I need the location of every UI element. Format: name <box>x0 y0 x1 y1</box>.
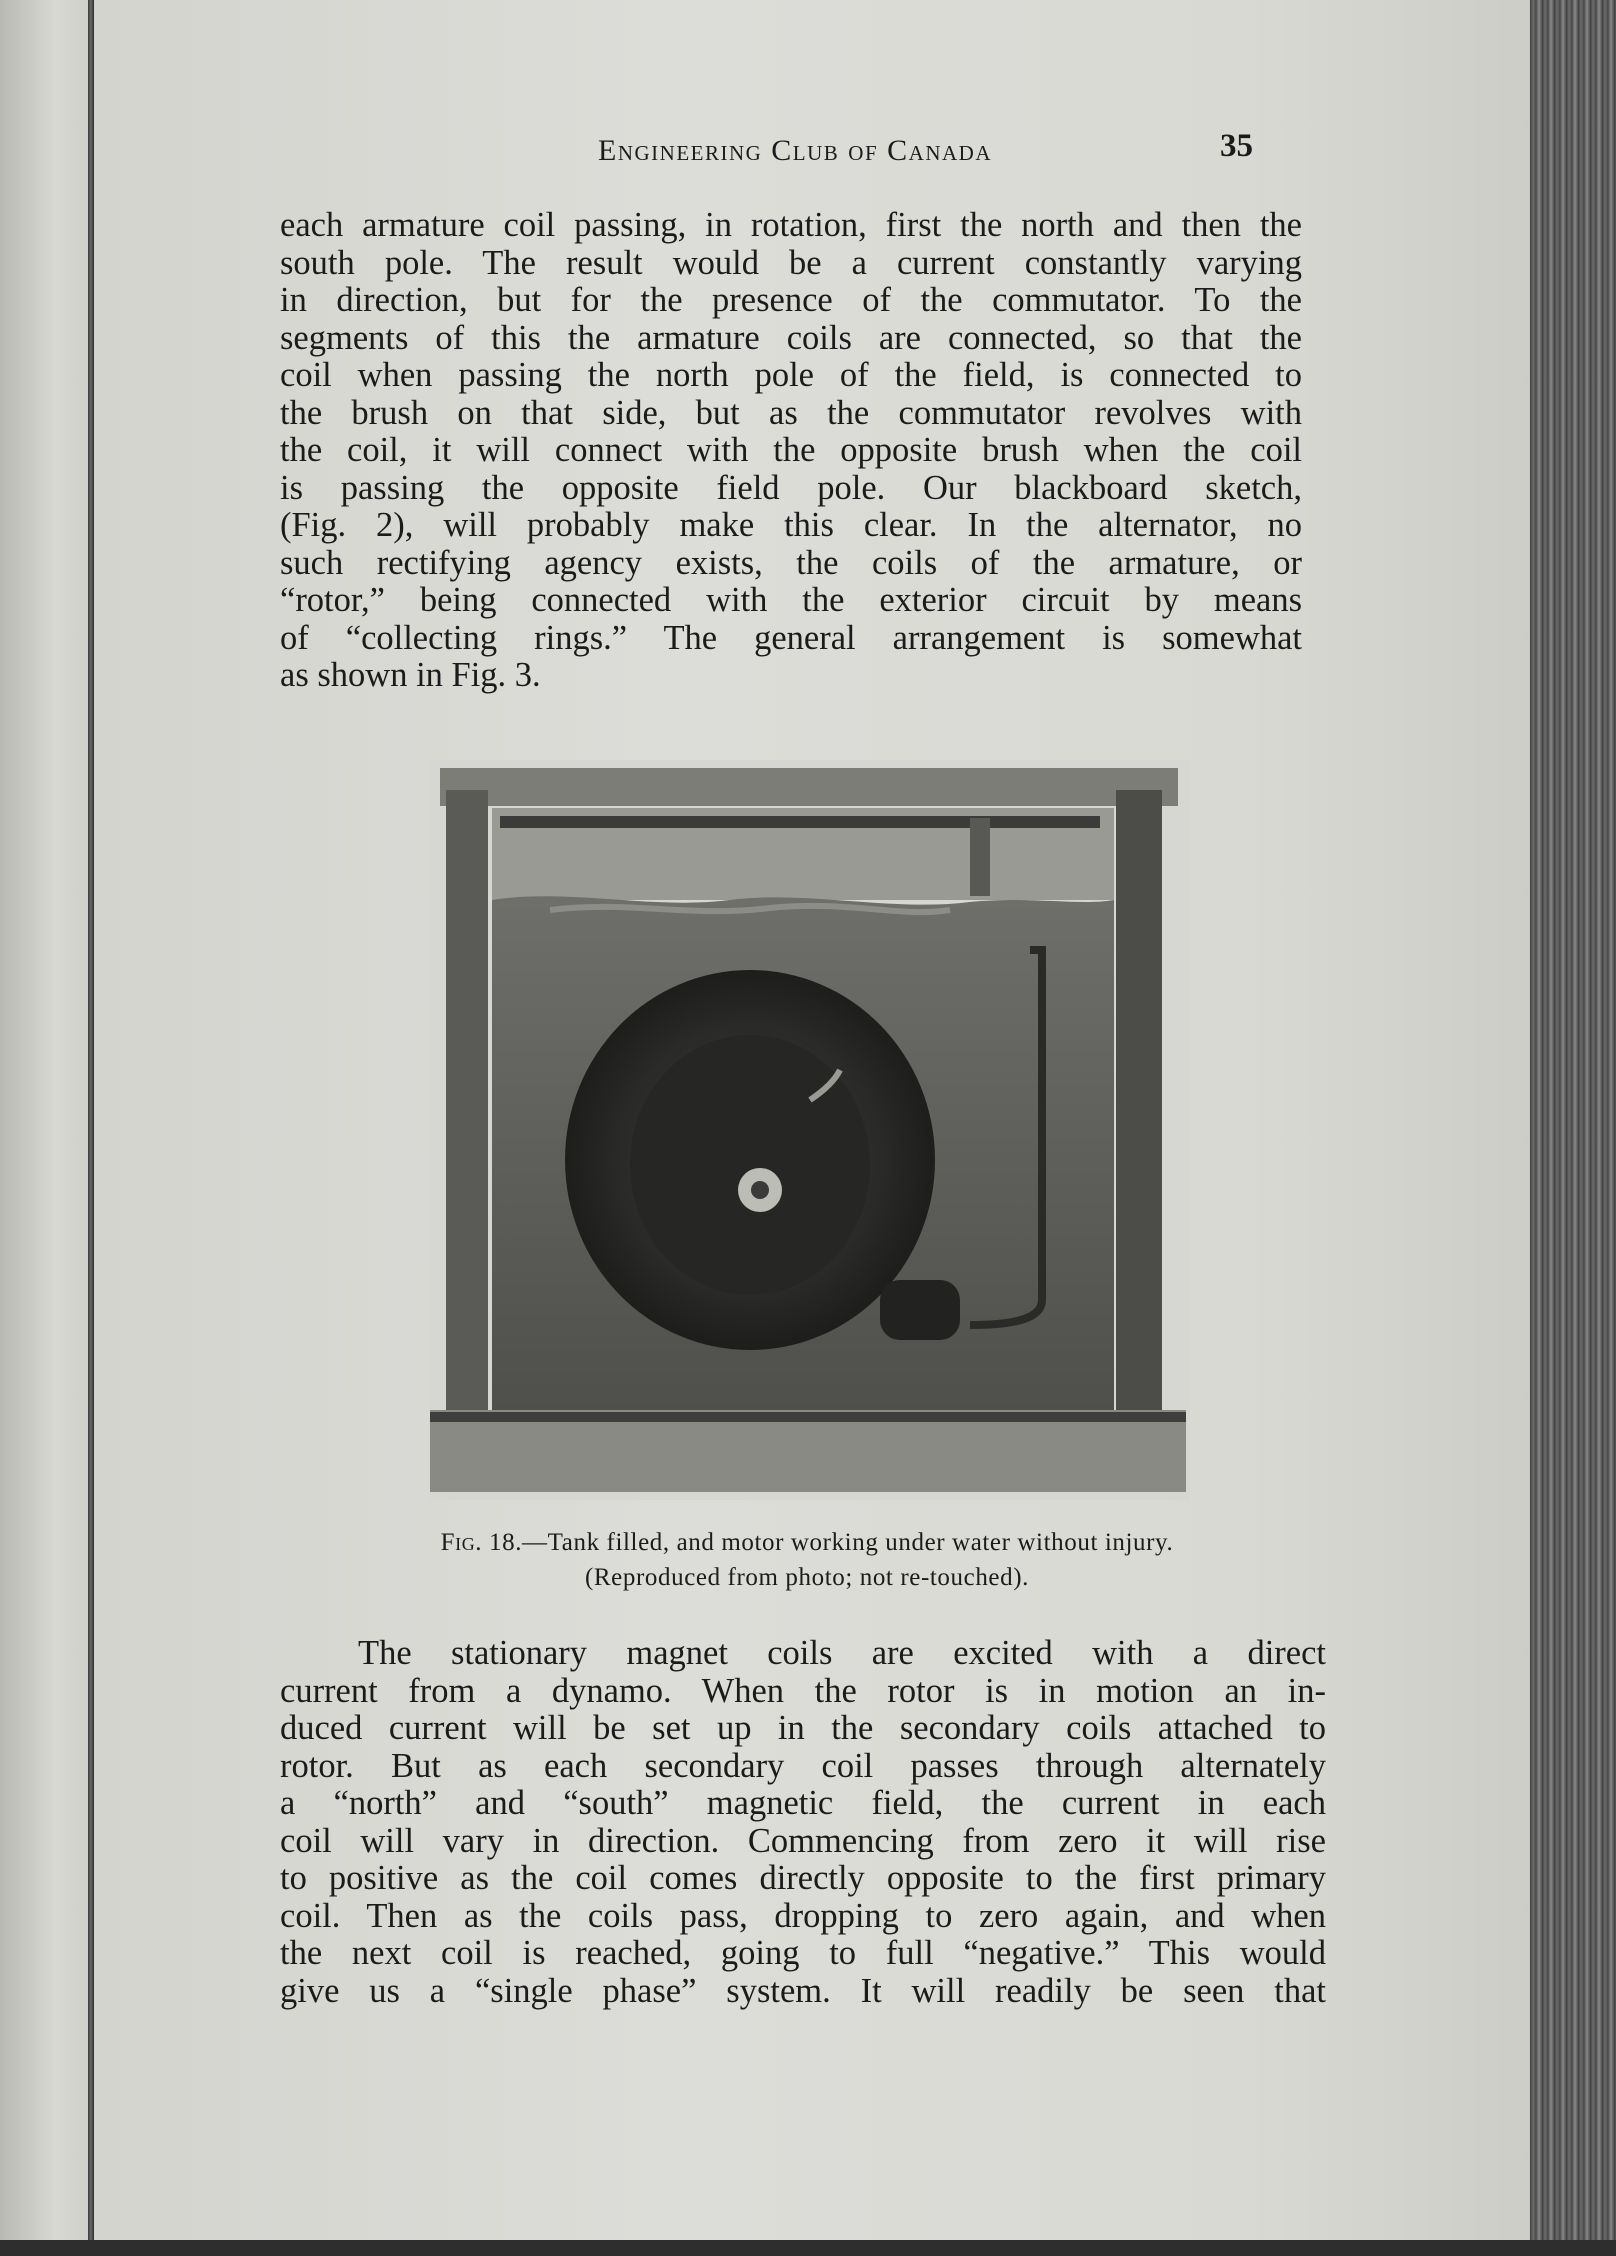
text-line: the coil, it will connect with the opposite brush when the coil <box>280 431 1302 469</box>
text-line: coil when passing the north pole of the field, is connected to <box>280 356 1302 394</box>
text-line: of “collecting rings.” The general arrangement is somewhat <box>280 618 1302 657</box>
text-line: coil. Then as the coils pass, dropping to zero again, and when <box>280 1896 1326 1935</box>
page-number: 35 <box>1220 128 1253 164</box>
text-line: is passing the opposite field pole. Our blackboard sketch, <box>280 468 1302 507</box>
text-line: coil will vary in direction. Commencing from zero it will rise <box>280 1821 1326 1860</box>
body-paragraph-1 <box>280 207 1302 695</box>
text-line: duced current will be set up in the secondary coils attached to <box>280 1709 1326 1747</box>
caption-line-2: (Reproduced from photo; not re-touched). <box>584 1564 1029 1591</box>
text-line: south pole. The result would be a current constantly varying <box>280 243 1302 282</box>
body-paragraph-2 <box>280 1635 1326 2010</box>
running-header-title: Engineering Club of Canada <box>598 134 992 167</box>
text-line: “rotor,” being connected with the exterior circuit by means <box>280 581 1302 619</box>
text-line: a “north” and “south” magnetic field, the current in each <box>280 1784 1326 1822</box>
caption-text: —Tank filled, and motor working under water without injury. <box>522 1529 1174 1556</box>
figure-photo-motor-tank <box>430 760 1190 1500</box>
scan-bottom-border <box>0 2240 1616 2256</box>
text-line: each armature coil passing, in rotation, first the north and then the <box>280 206 1302 244</box>
text-line: rotor. But as each secondary coil passes through alternately <box>280 1746 1326 1785</box>
text-line: (Fig. 2), will probably make this clear. In the alternator, no <box>280 506 1302 544</box>
caption-line-1 <box>292 1525 1322 1560</box>
text-line: in direction, but for the presence of the commutator. To the <box>280 281 1302 319</box>
text-line: current from a dynamo. When the rotor is in motion an in- <box>280 1671 1326 1710</box>
text-line: give us a “single phase” system. It will readily be seen that <box>280 1971 1326 2010</box>
text-line: The stationary magnet coils are excited with a direct <box>358 1634 1326 1672</box>
text-line: the next coil is reached, going to full “negative.” This would <box>280 1934 1326 1972</box>
text-line: to positive as the coil comes directly opposite to the first primary <box>280 1859 1326 1897</box>
page-edges <box>1530 0 1616 2256</box>
figure-caption <box>292 1525 1322 1595</box>
text-line: such rectifying agency exists, the coils of the armature, or <box>280 543 1302 582</box>
text-line: segments of this the armature coils are connected, so that the <box>280 318 1302 357</box>
text-line: as shown in Fig. 3. <box>280 656 541 694</box>
caption-figure-label: Fig. 18. <box>440 1529 523 1556</box>
facing-page-margin <box>0 0 92 2256</box>
text-line: the brush on that side, but as the commutator revolves with <box>280 393 1302 432</box>
